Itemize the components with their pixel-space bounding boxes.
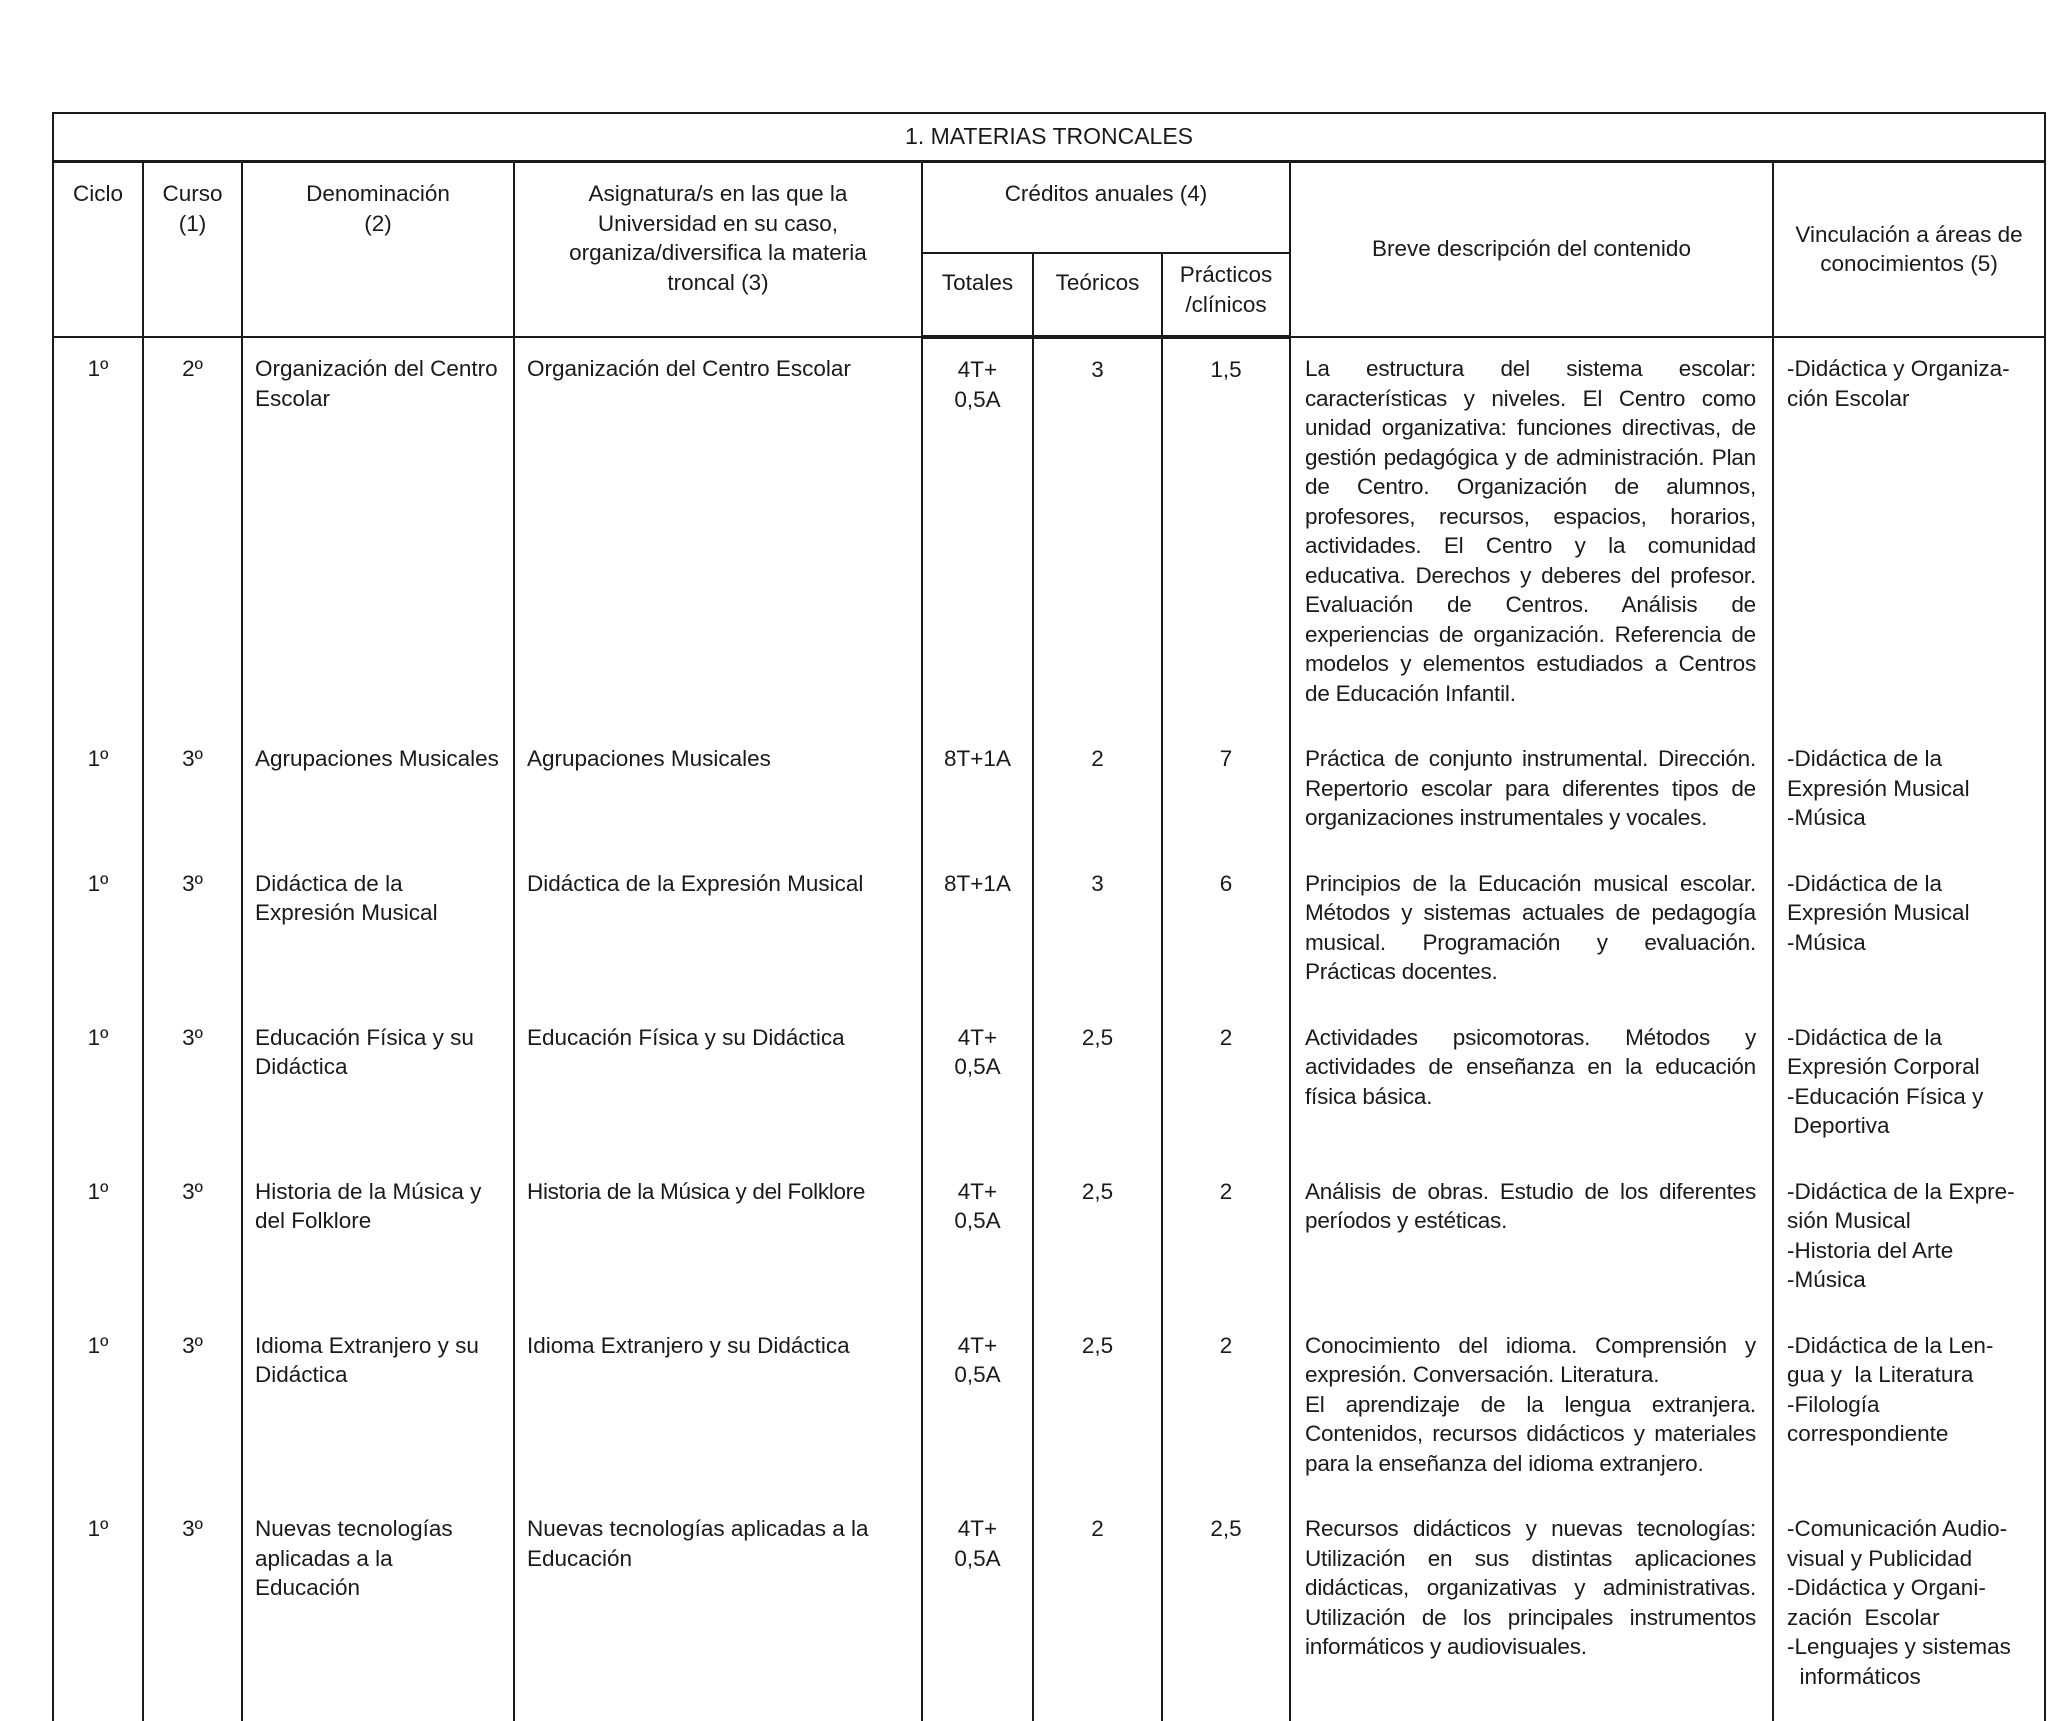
descripcion-paragraph: El aprendizaje de la lengua extranjera. Contenidos, recursos didácticos y materiales para la enseñanza del idioma extranjero. xyxy=(1305,1391,1756,1476)
cell-totales: 8T+1A xyxy=(922,730,1033,855)
cell-ciclo: 1º xyxy=(53,1009,143,1163)
cell-practicos: 7 xyxy=(1162,730,1290,855)
cell-vinculacion xyxy=(1773,730,2045,855)
header-curso-note: (1) xyxy=(178,210,207,236)
cell-practicos: 1,5 xyxy=(1162,337,1290,730)
table-row xyxy=(53,337,2045,730)
cell-curso: 3º xyxy=(143,1317,242,1501)
cell-descripcion: Práctica de conjunto instrumental. Dirección. Repertorio escolar para diferentes tipos de organizaciones instrumentales y vocales. xyxy=(1290,730,1773,855)
vinculacion-line: visual y Publicidad xyxy=(1787,1545,1973,1571)
cell-descripcion xyxy=(1290,1317,1773,1501)
header-descripcion: Breve descripción del contenido xyxy=(1290,162,1773,338)
cell-curso: 2º xyxy=(143,337,242,730)
cell-vinculacion xyxy=(1773,1009,2045,1163)
vinculacion-line: -Música xyxy=(1787,1267,1866,1292)
cell-teoricos: 2,5 xyxy=(1033,1317,1162,1501)
cell-asignatura: Historia de la Música y del Folklore xyxy=(514,1163,922,1317)
vinculacion-line: -Comunicación Audio- xyxy=(1787,1516,2008,1541)
vinculacion-line: -Didáctica de la xyxy=(1787,1024,1943,1050)
cell-curso: 3º xyxy=(143,1009,242,1163)
cell-practicos: 6 xyxy=(1162,855,1290,1009)
vinculacion-line: informáticos xyxy=(1787,1663,1921,1689)
cell-asignatura: Educación Física y su Didáctica xyxy=(514,1009,922,1163)
cell-curso: 3º xyxy=(143,730,242,855)
vinculacion-line: Expresión Musical xyxy=(1787,900,1970,925)
cell-denominacion: Historia de la Música y del Folklore xyxy=(242,1163,514,1317)
cell-curso: 3º xyxy=(143,1500,242,1721)
cell-curso: 3º xyxy=(143,855,242,1009)
cell-asignatura: Idioma Extranjero y su Didáctica xyxy=(514,1317,922,1501)
header-totales: Totales xyxy=(922,253,1033,337)
vinculacion-line: -Didáctica de la Len- xyxy=(1787,1332,1994,1358)
cell-practicos: 2 xyxy=(1162,1317,1290,1501)
table-row xyxy=(53,1500,2045,1721)
descripcion-paragraph: Conocimiento del idioma. Comprensión y expresión. Conversación. Literatura. xyxy=(1305,1332,1756,1387)
vinculacion-line: zación Escolar xyxy=(1787,1604,1940,1630)
cell-vinculacion xyxy=(1773,337,2045,730)
cell-denominacion: Agrupaciones Musicales xyxy=(242,730,514,855)
cell-ciclo: 1º xyxy=(53,1500,143,1721)
cell-denominacion: Idioma Extranjero y su Didáctica xyxy=(242,1317,514,1501)
vinculacion-line: -Lenguajes y sistemas xyxy=(1787,1634,2011,1659)
cell-teoricos: 2 xyxy=(1033,730,1162,855)
cell-vinculacion xyxy=(1773,1317,2045,1501)
header-creditos: Créditos anuales (4) xyxy=(922,162,1290,254)
cell-totales: 4T+ 0,5A xyxy=(922,1009,1033,1163)
cell-teoricos: 2 xyxy=(1033,1500,1162,1721)
cell-practicos: 2 xyxy=(1162,1163,1290,1317)
cell-totales: 4T+ 0,5A xyxy=(922,1163,1033,1317)
cell-descripcion: La estructura del sistema escolar: características y niveles. El Centro como unidad organizativa: funciones directivas, de gestión pedagógica y de administración. Plan de Centro. Organización de alumnos, profesores, recursos, espacios, horarios, actividades. El Centro y la comunidad educativa. Derechos y deberes del profesor. Evaluación de Centros. Análisis de experiencias de organización. Referencia de modelos y elementos estudiados a Centros de Educación Infantil. xyxy=(1290,337,1773,730)
vinculacion-line: -Didáctica y Organiza- xyxy=(1787,356,2010,381)
cell-teoricos: 2,5 xyxy=(1033,1163,1162,1317)
cell-vinculacion xyxy=(1773,1500,2045,1721)
cell-curso: 3º xyxy=(143,1163,242,1317)
table-row xyxy=(53,730,2045,855)
vinculacion-line: sión Musical xyxy=(1787,1208,1911,1233)
cell-practicos: 2 xyxy=(1162,1009,1290,1163)
vinculacion-line: Expresión Musical xyxy=(1787,775,1970,801)
cell-denominacion: Educación Física y su Didáctica xyxy=(242,1009,514,1163)
header-curso-label: Curso xyxy=(162,181,223,206)
totales-value: 4T+ 0,5A xyxy=(954,357,1001,412)
cell-teoricos: 3 xyxy=(1033,337,1162,730)
cell-ciclo: 1º xyxy=(53,337,143,730)
header-teoricos: Teóricos xyxy=(1033,253,1162,337)
cell-descripcion: Análisis de obras. Estudio de los diferentes períodos y estéticas. xyxy=(1290,1163,1773,1317)
vinculacion-line: -Didáctica y Organi- xyxy=(1787,1575,1986,1600)
vinculacion-line: -Música xyxy=(1787,929,1866,955)
cell-descripcion: Recursos didácticos y nuevas tecnologías: Utilización en sus distintas aplicaciones didácticas, organizativas y administrativas. Utilización de los principales instrumentos informáticos y audiovisuales. xyxy=(1290,1500,1773,1721)
cell-asignatura: Didáctica de la Expresión Musical xyxy=(514,855,922,1009)
vinculacion-line: Expresión Corporal xyxy=(1787,1054,1980,1079)
table-row xyxy=(53,1317,2045,1501)
materias-troncales-table xyxy=(52,112,2046,1721)
vinculacion-line: gua y la Literatura xyxy=(1787,1362,1974,1387)
cell-totales: 4T+ 0,5A xyxy=(922,1317,1033,1501)
vinculacion-line: Deportiva xyxy=(1787,1113,1890,1138)
cell-denominacion: Didáctica de la Expresión Musical xyxy=(242,855,514,1009)
table-row xyxy=(53,855,2045,1009)
cell-asignatura: Organización del Centro Escolar xyxy=(514,337,922,730)
cell-denominacion: Nuevas tecnologías aplicadas a la Educación xyxy=(242,1500,514,1721)
vinculacion-line: -Didáctica de la xyxy=(1787,870,1943,896)
cell-teoricos: 3 xyxy=(1033,855,1162,1009)
cell-vinculacion xyxy=(1773,855,2045,1009)
header-asignatura: Asignatura/s en las que la Universidad en su caso, organiza/diversifica la materia troncal (3) xyxy=(514,162,922,338)
table-row xyxy=(53,1163,2045,1317)
materias-troncales-sheet xyxy=(52,112,2044,1721)
header-denominacion xyxy=(242,162,514,338)
cell-denominacion: Organización del Centro Escolar xyxy=(242,337,514,730)
cell-descripcion: Principios de la Educación musical escolar. Métodos y sistemas actuales de pedagogía musical. Programación y evaluación. Prácticas docentes. xyxy=(1290,855,1773,1009)
cell-ciclo: 1º xyxy=(53,730,143,855)
cell-totales xyxy=(922,337,1033,730)
header-denominacion-note: (2) xyxy=(364,210,392,236)
header-ciclo: Ciclo xyxy=(53,162,143,338)
vinculacion-line: -Didáctica de la Expre- xyxy=(1787,1178,2015,1204)
cell-ciclo: 1º xyxy=(53,855,143,1009)
header-vinculacion: Vinculación a áreas de conocimientos (5) xyxy=(1773,162,2045,338)
cell-ciclo: 1º xyxy=(53,1317,143,1501)
cell-totales: 8T+1A xyxy=(922,855,1033,1009)
cell-ciclo: 1º xyxy=(53,1163,143,1317)
vinculacion-line: -Música xyxy=(1787,805,1866,830)
vinculacion-line: -Historia del Arte xyxy=(1787,1237,1954,1263)
vinculacion-line: correspondiente xyxy=(1787,1421,1949,1446)
table-title: 1. MATERIAS TRONCALES xyxy=(53,113,2045,162)
cell-asignatura: Agrupaciones Musicales xyxy=(514,730,922,855)
cell-practicos: 2,5 xyxy=(1162,1500,1290,1721)
table-row xyxy=(53,1009,2045,1163)
vinculacion-line: -Educación Física y xyxy=(1787,1083,1984,1109)
header-practicos: Prácticos /clínicos xyxy=(1162,253,1290,337)
vinculacion-line: ción Escolar xyxy=(1787,385,1910,411)
header-curso xyxy=(143,162,242,338)
cell-vinculacion xyxy=(1773,1163,2045,1317)
cell-totales: 4T+ 0,5A xyxy=(922,1500,1033,1721)
vinculacion-line: -Filología xyxy=(1787,1391,1880,1417)
cell-asignatura: Nuevas tecnologías aplicadas a la Educación xyxy=(514,1500,922,1721)
vinculacion-line: -Didáctica de la xyxy=(1787,746,1943,771)
cell-descripcion: Actividades psicomotoras. Métodos y actividades de enseñanza en la educación física básica. xyxy=(1290,1009,1773,1163)
cell-teoricos: 2,5 xyxy=(1033,1009,1162,1163)
header-denominacion-label: Denominación xyxy=(306,181,450,206)
